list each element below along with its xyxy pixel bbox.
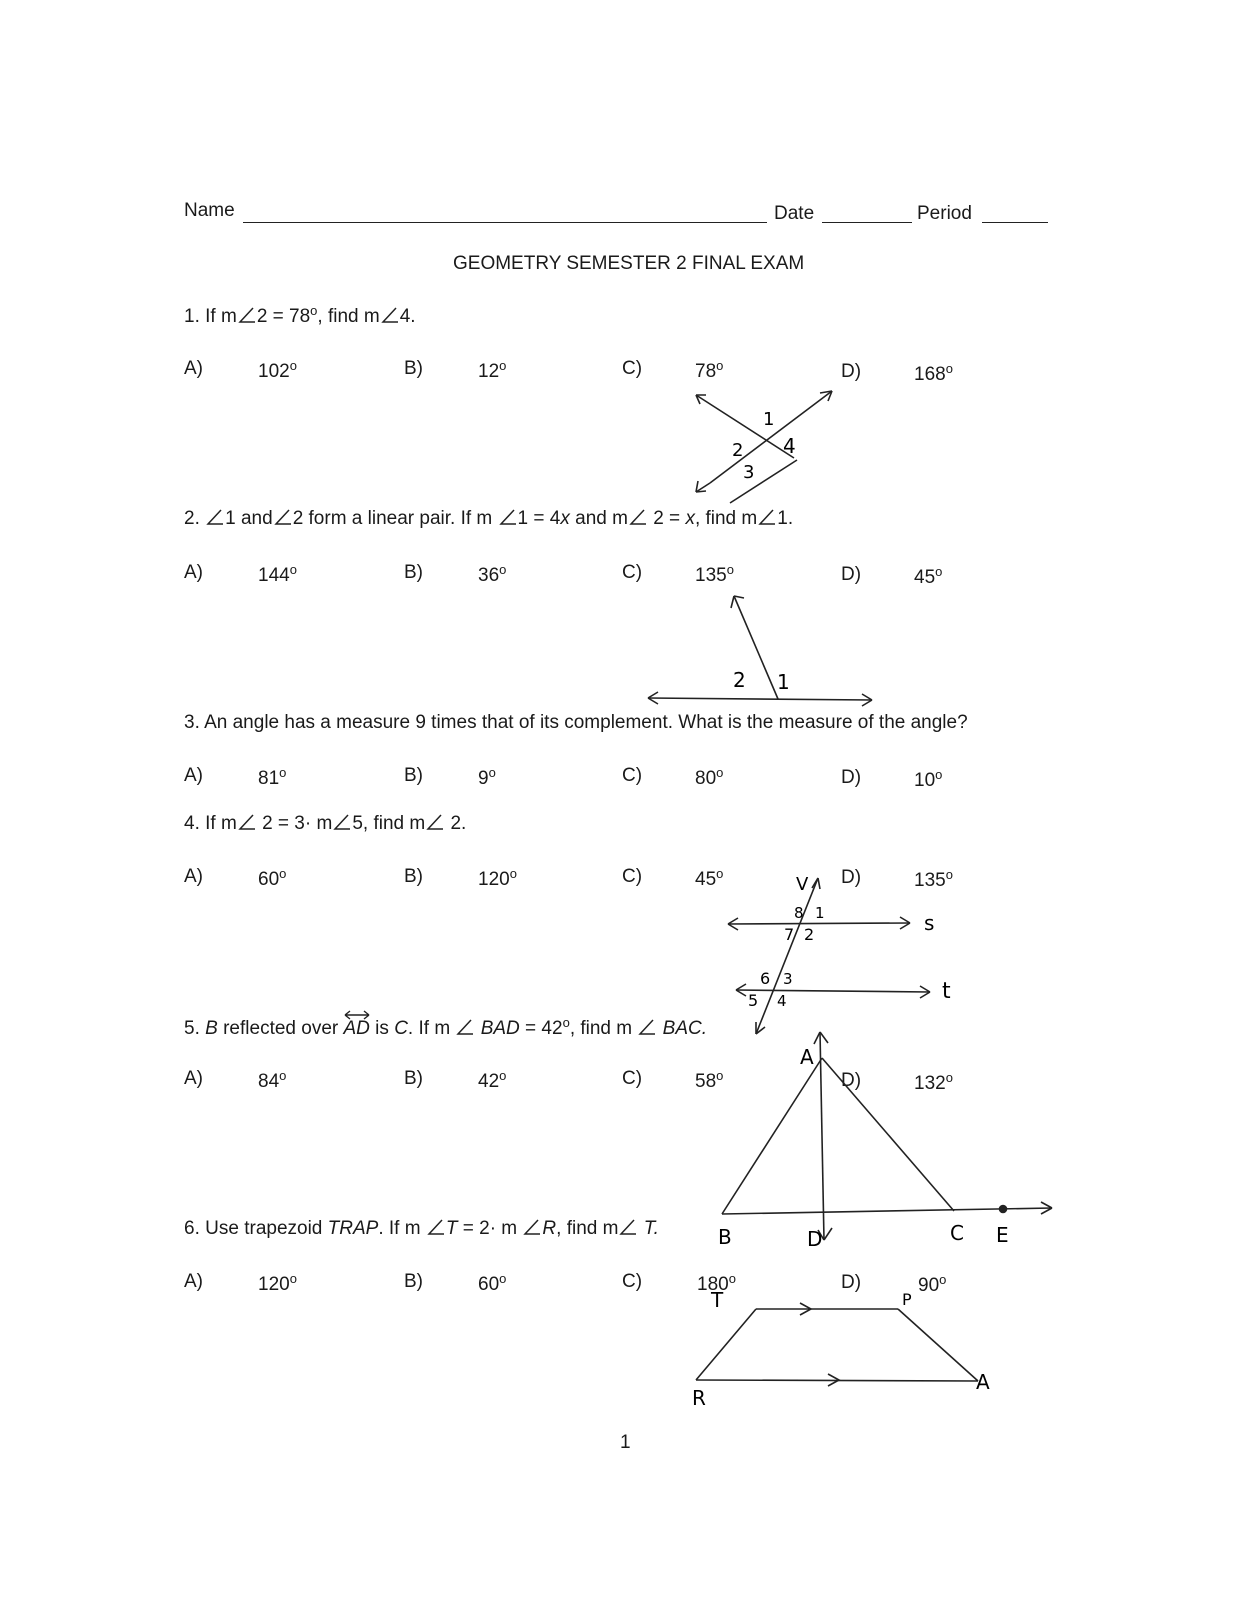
q6-trapezoid-figure: [680, 1285, 1020, 1425]
label-d: D: [807, 1227, 823, 1251]
q6-option-a-label[interactable]: A): [184, 1271, 203, 1292]
q2-text: , find m: [694, 508, 758, 529]
q5-option-c-label[interactable]: C): [622, 1068, 643, 1089]
period-label: Period: [917, 203, 972, 224]
degree-mark: o: [716, 1068, 724, 1083]
angle-icon: [629, 508, 647, 526]
angle-icon: [427, 1218, 445, 1236]
angle-icon: [758, 508, 776, 526]
q2-option-b-label[interactable]: B): [404, 562, 423, 583]
question-2: [184, 508, 793, 530]
multiplication-dot: ·: [304, 813, 312, 834]
angle-label-3: 3: [743, 462, 755, 483]
q3-number: 3.: [184, 712, 200, 733]
q6-text: = 2: [457, 1218, 490, 1239]
angle-label-8: 8: [794, 904, 804, 922]
q2-option-d[interactable]: [914, 564, 942, 589]
q1-option-c-label[interactable]: C): [622, 358, 643, 379]
q3-option-b[interactable]: [478, 765, 496, 790]
question-6: [184, 1218, 659, 1240]
angle-icon: [456, 1018, 474, 1036]
multiplication-dot: ·: [489, 1218, 497, 1239]
angle-icon: [619, 1218, 637, 1236]
date-field[interactable]: [822, 222, 912, 223]
period-field[interactable]: [982, 222, 1048, 223]
q2-linear-pair-figure: [640, 588, 880, 713]
name-field[interactable]: [243, 222, 767, 223]
degree-mark: o: [289, 1271, 297, 1286]
q5-option-b-label[interactable]: B): [404, 1068, 423, 1089]
q6-angle-name: T.: [638, 1218, 659, 1239]
angle-label-1: 1: [777, 670, 790, 694]
option-value: 45: [914, 567, 936, 588]
page-number: 1: [620, 1432, 631, 1453]
option-value: 45: [695, 869, 717, 890]
angle-label-3: 3: [783, 970, 793, 988]
q4-option-a[interactable]: [258, 866, 286, 891]
q5-line-ad: [344, 1018, 370, 1039]
option-value: 60: [258, 869, 280, 890]
angle-label-7: 7: [784, 925, 795, 944]
angle-label-4: 4: [777, 992, 787, 1010]
degree-mark: o: [945, 867, 953, 882]
option-value: 36: [478, 565, 500, 586]
date-label: Date: [774, 203, 815, 224]
q2-number: 2.: [184, 508, 200, 529]
option-value: 180: [697, 1274, 729, 1295]
q3-option-c[interactable]: [695, 765, 723, 790]
option-value: 168: [914, 364, 946, 385]
transversal: [756, 878, 818, 1034]
q1-number: 1.: [184, 306, 200, 327]
q5-option-a[interactable]: [258, 1068, 286, 1093]
q4-option-d-label[interactable]: D): [841, 867, 862, 888]
degree-mark: o: [279, 866, 287, 881]
label-a: A: [976, 1370, 990, 1394]
line-overbar-icon: [344, 1010, 370, 1020]
q6-option-b-label[interactable]: B): [404, 1271, 423, 1292]
question-4: [184, 813, 466, 835]
q6-angle-name: R: [542, 1218, 557, 1239]
option-value: 81: [258, 768, 280, 789]
option-value: 135: [695, 565, 727, 586]
q6-option-a[interactable]: [258, 1271, 297, 1296]
option-value: 60: [478, 1274, 500, 1295]
degree-mark: o: [310, 303, 318, 318]
q2-text: and m: [569, 508, 628, 529]
q5-text: = 42: [519, 1018, 563, 1039]
degree-mark: o: [716, 866, 724, 881]
q5-option-d-label[interactable]: D): [841, 1070, 862, 1091]
q6-option-c-label[interactable]: C): [622, 1271, 643, 1292]
option-value: 42: [478, 1071, 500, 1092]
q2-text: 1 and: [225, 508, 273, 529]
angle-label-4: 4: [783, 434, 796, 458]
q3-option-d-label[interactable]: D): [841, 767, 862, 788]
line-1: [696, 395, 794, 458]
q4-option-c-label[interactable]: C): [622, 866, 643, 887]
angle-icon: [638, 1018, 656, 1036]
q5-text: . If m: [407, 1018, 456, 1039]
angle-label-2: 2: [733, 668, 746, 692]
q6-option-b[interactable]: [478, 1271, 506, 1296]
label-t: t: [942, 979, 951, 1004]
q5-text: reflected over: [217, 1018, 344, 1039]
line-1-ext: [730, 460, 797, 503]
q3-option-c-label[interactable]: C): [622, 765, 643, 786]
q1-option-d[interactable]: [914, 361, 953, 386]
line-t: [736, 990, 930, 992]
degree-mark: o: [279, 1068, 287, 1083]
option-value: 78: [695, 361, 717, 382]
angle-label-1: 1: [815, 904, 825, 922]
q5-angle-name: BAC.: [657, 1018, 708, 1039]
degree-mark: o: [499, 358, 507, 373]
q1-option-c[interactable]: [695, 358, 723, 383]
angle-icon: [238, 306, 256, 324]
q6-number: 6.: [184, 1218, 200, 1239]
label-e: E: [996, 1223, 1009, 1247]
q5-reflection-figure: [700, 1030, 1060, 1260]
side-rt: [696, 1309, 756, 1380]
degree-mark: o: [499, 562, 507, 577]
option-value: 80: [695, 768, 717, 789]
degree-mark: o: [726, 562, 734, 577]
option-value: 10: [914, 770, 936, 791]
line-ad: [820, 1032, 824, 1240]
degree-mark: o: [945, 1070, 953, 1085]
q4-text: m: [311, 813, 333, 834]
name-label: Name: [184, 200, 235, 221]
degree-mark: o: [562, 1015, 570, 1030]
option-value: 58: [695, 1071, 717, 1092]
label-v: V: [796, 874, 809, 895]
q4-text: 2.: [445, 813, 467, 834]
q5-line-label: AD: [343, 1018, 370, 1039]
arrowhead: [814, 1032, 828, 1044]
option-value: 120: [478, 869, 510, 890]
point-e: [1000, 1206, 1007, 1213]
angle-label-5: 5: [748, 991, 759, 1010]
q5-text: is: [369, 1018, 395, 1039]
angle-label-1: 1: [763, 409, 775, 430]
q1-option-a-label[interactable]: A): [184, 358, 203, 379]
q3-option-a-label[interactable]: A): [184, 765, 203, 786]
angle-icon: [426, 813, 444, 831]
q3-option-b-label[interactable]: B): [404, 765, 423, 786]
angle-label-6: 6: [760, 969, 771, 988]
side-ab: [722, 1058, 822, 1214]
line-2: [710, 391, 832, 483]
degree-mark: o: [716, 765, 724, 780]
base-line: [648, 698, 872, 700]
q5-point: C: [394, 1018, 408, 1039]
question-3: [184, 712, 968, 734]
degree-mark: o: [289, 562, 297, 577]
q6-shape-name: TRAP: [327, 1218, 379, 1239]
q1-text: 4.: [399, 306, 416, 327]
q4-text: 5, find m: [352, 813, 426, 834]
q1-option-a[interactable]: [258, 358, 297, 383]
q4-text: If m: [205, 813, 237, 834]
label-b: B: [718, 1225, 732, 1249]
label-a: A: [800, 1045, 814, 1069]
q6-text: Use trapezoid: [205, 1218, 328, 1239]
option-value: 102: [258, 361, 290, 382]
q5-option-b[interactable]: [478, 1068, 506, 1093]
q4-option-a-label[interactable]: A): [184, 866, 203, 887]
q6-angle-name: T: [445, 1218, 458, 1239]
label-t: T: [711, 1288, 724, 1312]
q1-text: 2 = 78: [256, 306, 311, 327]
q1-option-d-label[interactable]: D): [841, 361, 862, 382]
q4-number: 4.: [184, 813, 200, 834]
degree-mark: o: [935, 767, 943, 782]
degree-mark: o: [728, 1271, 736, 1286]
q1-option-b-label[interactable]: B): [404, 358, 423, 379]
q5-option-a-label[interactable]: A): [184, 1068, 203, 1089]
angle-icon: [333, 813, 351, 831]
q6-text: , find m: [556, 1218, 619, 1239]
degree-mark: o: [499, 1271, 507, 1286]
degree-mark: o: [499, 1068, 507, 1083]
option-value: 120: [258, 1274, 290, 1295]
q6-text: . If m: [378, 1218, 426, 1239]
q2-text: 2 form a linear pair. If m: [292, 508, 498, 529]
q1-text: , find m: [317, 306, 380, 327]
q2-option-d-label[interactable]: D): [841, 564, 862, 585]
degree-mark: o: [935, 564, 943, 579]
question-1: [184, 303, 416, 328]
q2-option-c[interactable]: [695, 562, 734, 587]
option-value: 135: [914, 870, 946, 891]
option-value: 132: [914, 1073, 946, 1094]
option-value: 84: [258, 1071, 280, 1092]
label-s: s: [924, 911, 935, 935]
q5-angle-name: BAD: [475, 1018, 520, 1039]
side-pa: [898, 1309, 978, 1381]
q4-text: 2 = 3: [256, 813, 305, 834]
angle-icon: [206, 508, 224, 526]
angle-icon: [523, 1218, 541, 1236]
q6-option-d-label[interactable]: D): [841, 1272, 862, 1293]
angle-icon: [381, 306, 399, 324]
question-5: [184, 1015, 707, 1040]
angle-icon: [238, 813, 256, 831]
q1-text: If m: [205, 306, 237, 327]
degree-mark: o: [279, 765, 287, 780]
degree-mark: o: [939, 1272, 947, 1287]
option-value: 144: [258, 565, 290, 586]
degree-mark: o: [945, 361, 953, 376]
q2-text: 1 = 4: [517, 508, 561, 529]
q2-option-a[interactable]: [258, 562, 297, 587]
option-value: 90: [918, 1275, 940, 1296]
q4-option-b-label[interactable]: B): [404, 866, 423, 887]
option-value: 9: [478, 768, 489, 789]
angle-icon: [274, 508, 292, 526]
q5-number: 5.: [184, 1018, 200, 1039]
label-p: P: [902, 1290, 912, 1309]
q1-intersecting-lines-figure: [680, 385, 850, 510]
q2-text: 1.: [777, 508, 794, 529]
q2-variable: x: [560, 508, 570, 529]
q2-option-b[interactable]: [478, 562, 506, 587]
degree-mark: o: [488, 765, 496, 780]
q1-option-b[interactable]: [478, 358, 506, 383]
label-c: C: [950, 1221, 964, 1245]
q5-point: B: [205, 1018, 218, 1039]
degree-mark: o: [509, 866, 517, 881]
q6-text: m: [496, 1218, 523, 1239]
q3-text: An angle has a measure 9 times that of its complement. What is the measure of the angle?: [204, 712, 968, 733]
angle-label-2: 2: [804, 925, 815, 944]
degree-mark: o: [716, 358, 724, 373]
q2-option-c-label[interactable]: C): [622, 562, 643, 583]
q3-option-d[interactable]: [914, 767, 942, 792]
q5-text: , find m: [569, 1018, 638, 1039]
q4-parallel-lines-figure: [720, 872, 980, 1042]
q2-variable: x: [685, 508, 695, 529]
option-value: 12: [478, 361, 500, 382]
q3-option-a[interactable]: [258, 765, 286, 790]
label-r: R: [692, 1386, 706, 1410]
angle-label-2: 2: [732, 440, 744, 461]
degree-mark: o: [289, 358, 297, 373]
q4-option-b[interactable]: [478, 866, 517, 891]
line-s: [728, 923, 910, 924]
angle-icon: [499, 508, 517, 526]
side-ac: [822, 1058, 954, 1211]
exam-title: GEOMETRY SEMESTER 2 FINAL EXAM: [453, 253, 805, 274]
q2-text: 2 =: [647, 508, 686, 529]
q2-option-a-label[interactable]: A): [184, 562, 203, 583]
